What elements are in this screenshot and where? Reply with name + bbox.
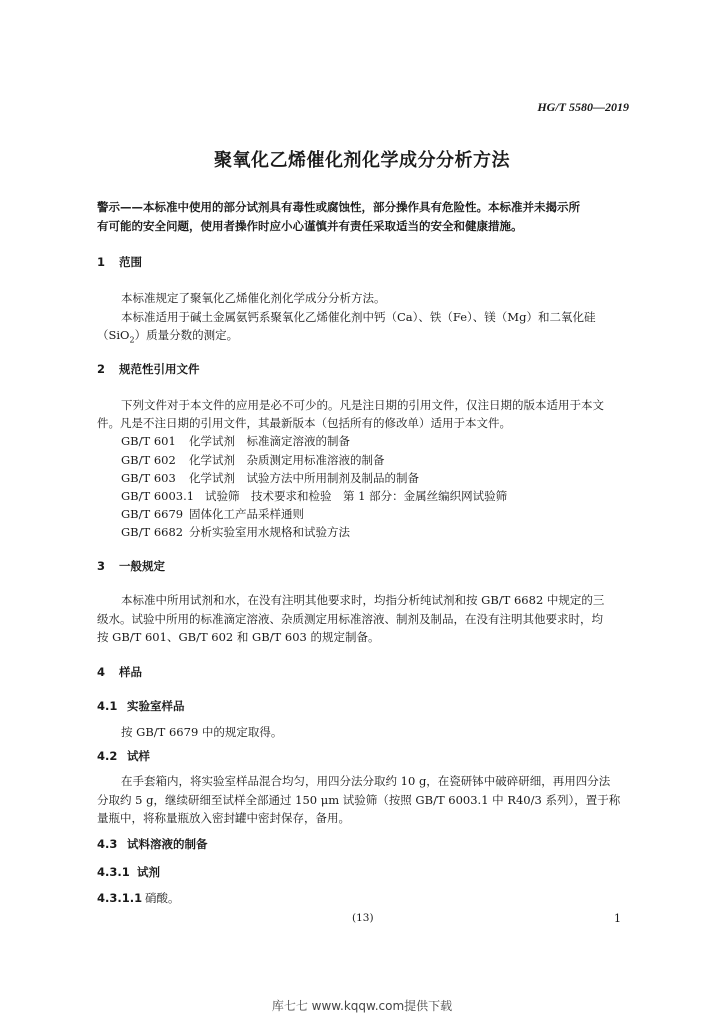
reference-title: 化学试剂 标准滴定溶液的制备 [189,434,350,448]
subsection-4-3-1-heading [97,864,160,880]
reference-code: GB/T 602 [121,453,176,467]
reference-title: 分析实验室用水规格和试验方法 [189,525,350,539]
paragraph: 按 GB/T 601、GB/T 602 和 GB/T 603 的规定制备。 [97,630,380,644]
section-4-heading [97,664,142,680]
paragraph: 级水。试验中所用的标准滴定溶液、杂质测定用标准溶液、制剂及制品，在没有注明其他要求时，均 [97,612,603,626]
section-3-heading [97,558,165,574]
subsection-4-1-heading [97,698,185,714]
reference-item [121,452,385,468]
section-title: 规范性引用文件 [119,362,200,376]
reference-title: 化学试剂 试验方法中所用制剂及制品的制备 [189,471,419,485]
reference-item [121,524,350,540]
standard-number: HG/T 5580—2019 [537,100,629,114]
paragraph: 下列文件对于本文件的应用是必不可少的。凡是注日期的引用文件，仅注日期的版本适用于本文 [121,398,604,412]
text-part: ）质量分数的测定。 [134,328,239,342]
reference-code: GB/T 6679 [121,507,184,521]
paragraph: 本标准规定了聚氧化乙烯催化剂化学成分分析方法。 [121,291,386,305]
section-number: 1 [97,255,106,269]
subsection-4-3-1-1-heading [97,890,180,906]
section-number: 4.3 [97,837,118,851]
section-title: 试料溶液的制备 [127,837,208,851]
subsection-4-2-heading [97,748,150,764]
section-number: 3 [97,559,106,573]
document-title: 聚氧化乙烯催化剂化学成分分析方法 [214,150,510,171]
reference-item [121,506,304,522]
warning-line-2: 有可能的安全问题，使用者操作时应小心谨慎并有责任采取适当的安全和健康措施。 [97,219,523,233]
paragraph: 按 GB/T 6679 中的规定取得。 [121,725,283,739]
warning-line-1: 警示——本标准中使用的部分试剂具有毒性或腐蚀性，部分操作具有危险性。本标准并未揭示所 [97,200,580,214]
section-title: 实验室样品 [127,699,185,713]
paragraph: 件。凡是不注日期的引用文件，其最新版本（包括所有的修改单）适用于本文件。 [97,416,511,430]
reference-title: 试验筛 技术要求和检验 第 1 部分：金属丝编织网试验筛 [205,489,508,503]
section-title: 试样 [127,749,150,763]
reference-title: 固体化工产品采样通则 [189,507,304,521]
reference-code: GB/T 6003.1 [121,489,195,503]
section-title: 试剂 [137,865,160,879]
paragraph: 分取约 5 g，继续研细至试样全部通过 150 μm 试验筛（按照 GB/T 6003.1 中 R40/3 系列），置于称 [97,793,621,807]
reference-item [121,433,350,449]
warning-block [97,198,629,236]
reference-item [121,470,419,486]
reference-code: GB/T 6682 [121,525,184,539]
paragraph: 在手套箱内，将实验室样品混合均匀，用四分法分取约 10 g，在瓷研钵中破碎研细，再用四分法 [121,774,611,788]
section-number: 4.3.1.1 [97,891,143,905]
reference-item [121,488,507,504]
section-title: 一般规定 [119,559,165,573]
reference-title: 化学试剂 杂质测定用标准溶液的制备 [189,453,385,467]
text-part: （SiO [97,328,130,342]
section-title: 范围 [119,255,142,269]
footer-page-label: (13) [352,912,374,924]
reference-code: GB/T 603 [121,471,176,485]
subsection-4-3-heading [97,836,208,852]
reference-code: GB/T 601 [121,434,176,448]
section-number: 4 [97,665,106,679]
section-number: 2 [97,362,106,376]
paragraph: 本标准适用于碱土金属氨钙系聚氧化乙烯催化剂中钙（Ca）、铁（Fe）、镁（Mg）和二氧化硅 [121,310,596,324]
section-title: 硝酸。 [145,891,180,905]
paragraph [97,327,238,344]
paragraph: 量瓶中，将称量瓶放入密封罐中密封保存，备用。 [97,811,350,825]
section-number: 4.2 [97,749,118,763]
paragraph: 本标准中所用试剂和水，在没有注明其他要求时，均指分析纯试剂和按 GB/T 6682 中规定的三 [121,593,605,607]
section-1-heading [97,254,142,270]
section-number: 4.1 [97,699,118,713]
section-number: 4.3.1 [97,865,130,879]
page-number: 1 [614,912,621,925]
section-title: 样品 [119,665,142,679]
section-2-heading [97,361,200,377]
subscript: 2 [129,335,135,345]
watermark: 库七七 www.kqqw.com提供下载 [271,999,453,1013]
